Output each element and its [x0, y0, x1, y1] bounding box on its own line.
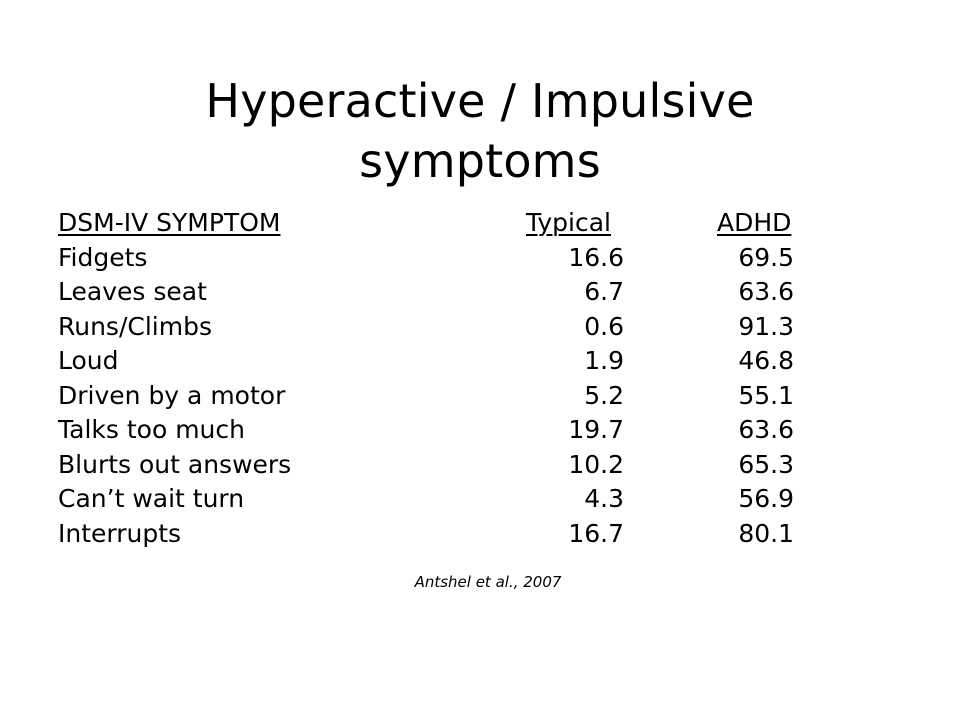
typical-value: 10.2 — [568, 449, 624, 479]
symptom-name: Fidgets — [58, 242, 148, 272]
adhd-value: 55.1 — [738, 380, 794, 410]
typical-value: 16.7 — [568, 518, 624, 548]
table-row — [58, 448, 818, 483]
table-row — [58, 275, 818, 310]
symptom-name: Can’t wait turn — [58, 484, 245, 513]
typical-value: 19.7 — [568, 415, 624, 444]
symptom-name: Loud — [58, 346, 119, 375]
typical-value: 0.6 — [584, 311, 624, 341]
symptom-name: Interrupts — [58, 518, 182, 548]
adhd-value: 63.6 — [738, 277, 794, 306]
table-header-row — [58, 206, 818, 241]
typical-value: 1.9 — [584, 346, 624, 375]
title-line-2: symptoms — [359, 133, 601, 188]
slide-title — [0, 71, 960, 191]
table-row — [58, 517, 818, 552]
adhd-value: 91.3 — [738, 311, 794, 341]
table-row — [58, 344, 818, 379]
typical-value: 5.2 — [584, 380, 624, 410]
typical-value: 4.3 — [584, 484, 624, 513]
adhd-value: 56.9 — [738, 484, 794, 513]
adhd-value: 80.1 — [738, 518, 794, 548]
header-adhd: ADHD — [717, 208, 792, 237]
typical-value: 6.7 — [584, 277, 624, 306]
symptom-name: Runs/Climbs — [58, 311, 212, 341]
table-row — [58, 379, 818, 414]
adhd-value: 69.5 — [738, 242, 794, 272]
symptom-name: Leaves seat — [58, 277, 207, 306]
adhd-value: 65.3 — [738, 449, 794, 479]
symptom-name: Driven by a motor — [58, 380, 286, 410]
citation: Antshel et al., 2007 — [414, 573, 562, 591]
table-row — [58, 310, 818, 345]
table-row — [58, 241, 818, 276]
header-symptom: DSM-IV SYMPTOM — [58, 208, 281, 237]
header-typical: Typical — [526, 208, 611, 237]
adhd-value: 63.6 — [738, 415, 794, 444]
symptom-name: Talks too much — [58, 415, 245, 444]
title-line-1: Hyperactive / Impulsive — [205, 73, 755, 128]
symptom-table — [58, 206, 818, 551]
symptom-name: Blurts out answers — [58, 449, 292, 479]
table-row — [58, 482, 818, 517]
adhd-value: 46.8 — [738, 346, 794, 375]
typical-value: 16.6 — [568, 242, 624, 272]
table-row — [58, 413, 818, 448]
